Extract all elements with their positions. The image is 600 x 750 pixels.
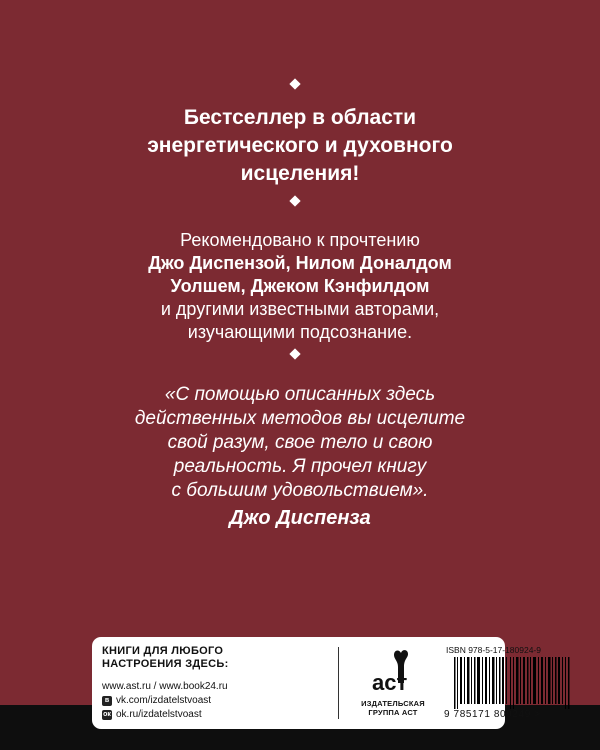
diamond-ornament-icon (289, 78, 300, 89)
recommendation (100, 229, 500, 344)
isbn-barcode (444, 645, 597, 721)
quote (100, 383, 500, 530)
ok-link[interactable] (102, 708, 228, 722)
recommended-names: Уолшем, Джеком Кэнфилдом (170, 276, 430, 296)
recommendation-tail: и другими известными авторами, (160, 299, 440, 319)
publisher-links (102, 680, 228, 722)
publisher-panel (92, 637, 541, 729)
quote-line: действенных методов вы исцелите (134, 408, 466, 429)
quote-line: «С помощью описанных здесь (164, 384, 436, 405)
logo-caption-line: ГРУППА АСТ (368, 708, 418, 717)
barcode-icon (444, 657, 594, 709)
diamond-ornament-icon (289, 195, 300, 206)
publisher-logo (354, 647, 432, 721)
panel-heading (102, 645, 229, 671)
quote-line: с большим удовольствием». (171, 480, 429, 501)
vk-icon: в (102, 696, 112, 706)
vk-link[interactable] (102, 694, 228, 708)
recommended-names: Джо Диспензой, Нилом Доналдом (148, 253, 452, 273)
quote-line: реальность. Я прочел книгу (173, 456, 427, 477)
quote-line: свой разум, свое тело и свою (167, 432, 433, 453)
diamond-ornament-icon (289, 348, 300, 359)
headline-line: энергетического и духовного (147, 134, 453, 157)
logo-caption (354, 699, 432, 717)
logo-mark: аст (372, 670, 408, 695)
ok-link-text: ok.ru/izdatelstvoast (116, 709, 202, 720)
panel-heading-line: КНИГИ ДЛЯ ЛЮБОГО (102, 645, 224, 657)
quote-author: Джо Диспенза (229, 507, 371, 529)
headline-line: Бестселлер в области (183, 106, 417, 129)
headline-line: исцеления! (240, 162, 360, 185)
websites-link[interactable]: www.ast.ru / www.book24.ru (102, 681, 228, 692)
isbn-number: ISBN 978-5-17-180924-9 (446, 645, 541, 655)
recommendation-tail: изучающими подсознание. (187, 322, 413, 342)
logo-caption-line: ИЗДАТЕЛЬСКАЯ (361, 699, 425, 708)
odnoklassniki-icon: ок (103, 711, 111, 718)
barcode-digits: 9 785171 809249 > (444, 709, 541, 720)
panel-divider (338, 647, 339, 719)
vk-link-text: vk.com/izdatelstvoast (116, 695, 212, 706)
headline (100, 104, 500, 188)
recommendation-intro: Рекомендовано к прочтению (180, 230, 420, 250)
panel-heading-line: НАСТРОЕНИЯ ЗДЕСЬ: (102, 658, 229, 670)
ast-logo-icon (354, 647, 432, 699)
